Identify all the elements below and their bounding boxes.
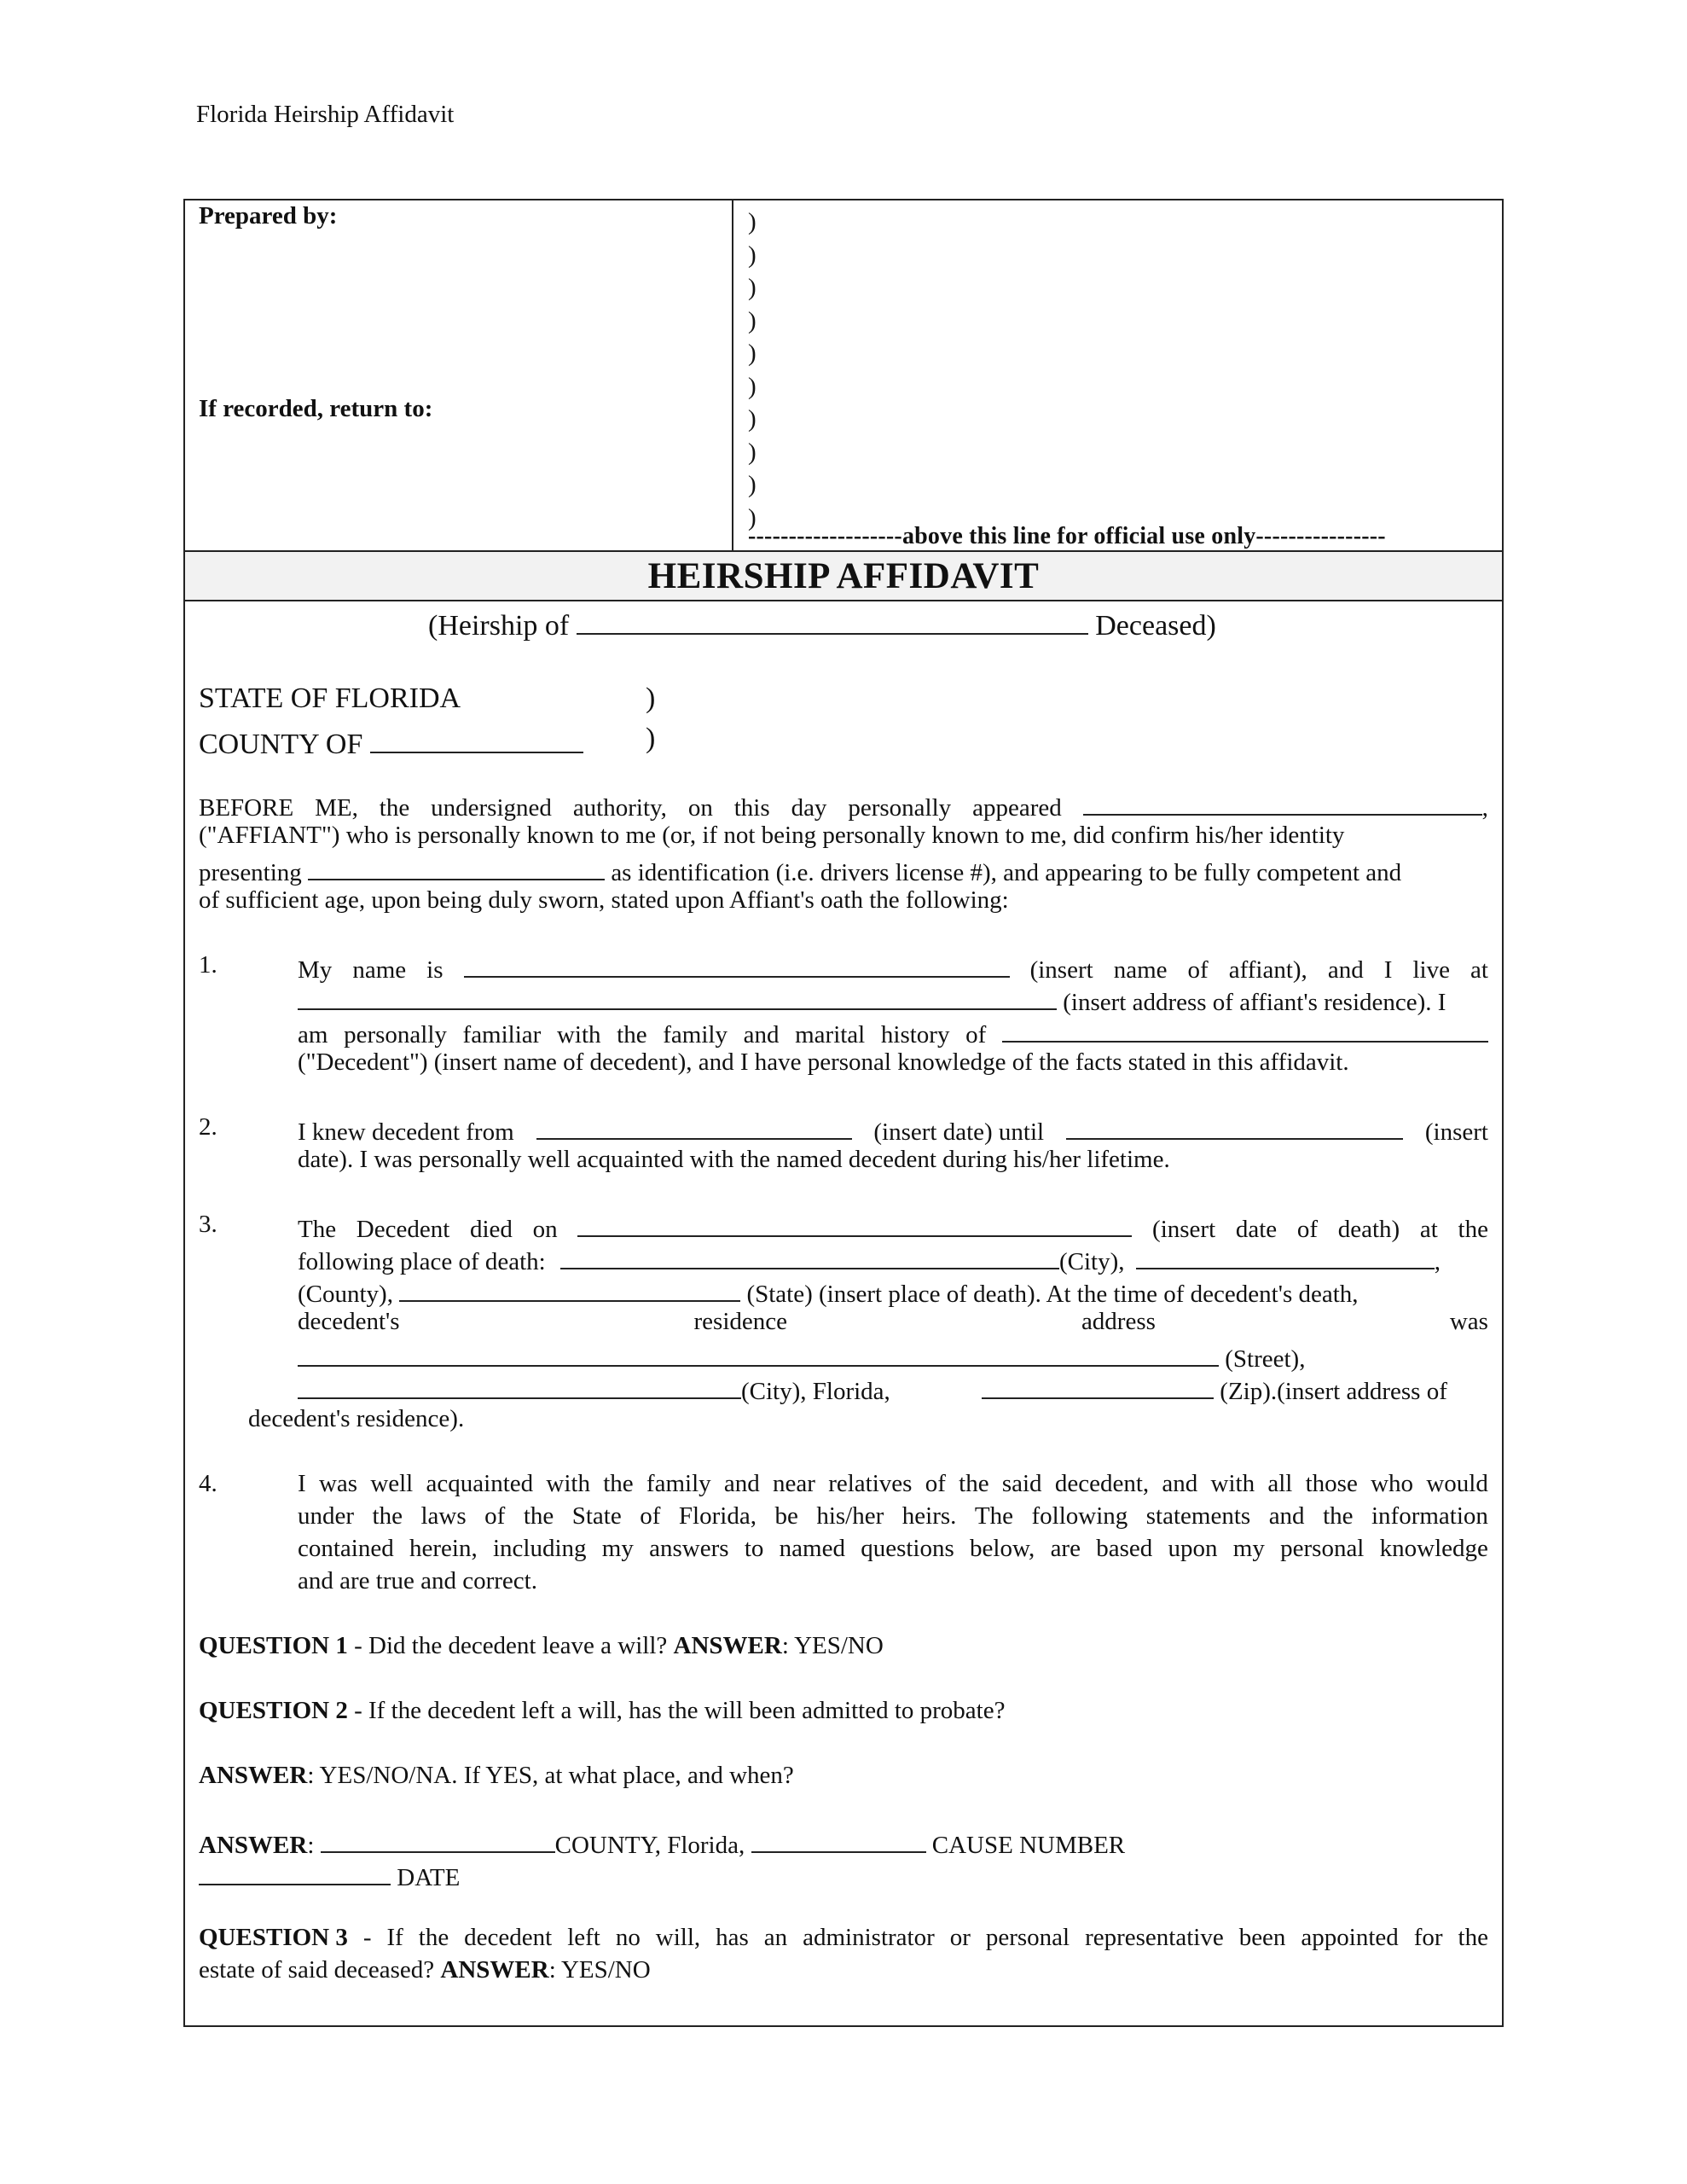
paren-mark: ) [748,405,757,433]
item-4-line-4: and are true and correct. [298,1567,537,1594]
prepared-by-label: Prepared by: [199,202,338,229]
residence-city-blank[interactable] [298,1373,741,1399]
document-title: HEIRSHIP AFFIDAVIT [647,556,1040,596]
question-3-line-2: estate of said deceased? ANSWER: YES/NO [199,1956,651,1984]
item-1-number: 1. [199,951,217,979]
item-2-line-2: date). I was personally well acquainted with the named decedent during his/her lifetime. [298,1146,1170,1173]
item-3-number: 3. [199,1211,217,1238]
item-3-line-4: decedent's residence address was [298,1308,1488,1335]
item-2-line-1: I knew decedent from (insert date) until (insert [298,1113,1488,1147]
item-1-line-4: ("Decedent") (insert name of decedent), and I have personal knowledge of the facts stated in this affidavit. [298,1048,1349,1076]
affiant-name-blank[interactable] [1083,789,1482,816]
known-from-date-blank[interactable] [536,1113,852,1140]
known-until-date-blank[interactable] [1066,1113,1403,1140]
intro-line-3: presenting as identification (i.e. drivers license #), and appearing to be fully competent and [199,854,1401,887]
item-3-line-6: (City), Florida, (Zip).(insert address of [298,1373,1447,1406]
question-2: QUESTION 2 - If the decedent left a will, has the will been admitted to probate? [199,1697,1006,1724]
date-of-death-blank[interactable] [577,1211,1132,1237]
county-blank[interactable] [370,723,583,753]
cause-number-blank[interactable] [751,1827,926,1853]
heirship-of-line: (Heirship of Deceased) [428,604,1216,642]
item-1-line-1: My name is (insert name of affiant), and I live at [298,951,1488,985]
identification-blank[interactable] [308,854,605,880]
intro-line-1: BEFORE ME, the undersigned authority, on this day personally appeared , [199,789,1488,822]
item-1-line-2: (insert address of affiant's residence). I [298,984,1446,1017]
recording-box [185,200,1502,552]
paren-mark: ) [748,438,757,466]
question-2-answer-date: DATE [199,1859,460,1892]
affidavit-form [183,199,1504,2027]
return-to-label: If recorded, return to: [199,395,433,422]
paren-mark: ) [748,306,757,334]
state-line: STATE OF FLORIDA [199,682,461,714]
county-paren: ) [646,723,656,754]
paren-column [748,206,757,534]
item-4-number: 4. [199,1470,217,1497]
paren-mark: ) [748,241,757,269]
item-3-line-3: (County), (State) (insert place of death). At the time of decedent's death, [298,1275,1359,1309]
paren-mark: ) [748,340,757,367]
item-2-number: 2. [199,1113,217,1141]
probate-county-blank[interactable] [321,1827,555,1853]
question-3-line-1: QUESTION 3 - If the decedent left no will, has an administrator or personal representative been appointed for the [199,1924,1488,1951]
official-use-line: -------------------above this line for official use only---------------- [748,523,1386,549]
paren-mark: ) [748,208,757,235]
decedent-name-blank-2[interactable] [1002,1016,1488,1043]
page-header: Florida Heirship Affidavit [196,101,455,128]
item-4-line-2: under the laws of the State of Florida, be his/her heirs. The following statements and the information [298,1502,1488,1530]
item-4-line-1: I was well acquainted with the family and near relatives of the said decedent, and with all those who would [298,1470,1488,1497]
item-3-line-2: following place of death: (City), , [298,1243,1441,1276]
item-3-line-5: (Street), [298,1340,1305,1374]
affiant-address-blank[interactable] [298,984,1057,1010]
residence-street-blank[interactable] [298,1340,1219,1367]
paren-mark: ) [748,503,757,531]
intro-line-4: of sufficient age, upon being duly sworn, stated upon Affiant's oath the following: [199,886,1009,914]
death-state-blank[interactable] [399,1275,740,1302]
paren-mark: ) [748,471,757,498]
prepared-by-cell [185,200,733,550]
county-line: COUNTY OF [199,723,583,761]
question-2-answer-1: ANSWER: YES/NO/NA. If YES, at what place, and when? [199,1762,794,1789]
item-4-line-3: contained herein, including my answers to named questions below, are based upon my personal knowledge [298,1535,1488,1562]
death-county-blank[interactable] [1136,1243,1435,1269]
paren-mark: ) [748,274,757,301]
intro-line-2: ("AFFIANT") who is personally known to me (or, if not being personally known to me, did confirm his/her identity [199,822,1345,849]
state-paren: ) [646,682,656,714]
question-1: QUESTION 1 - Did the decedent leave a will? ANSWER: YES/NO [199,1632,884,1659]
decedent-name-blank[interactable] [577,604,1088,635]
item-1-line-3: am personally familiar with the family and marital history of [298,1016,1488,1049]
title-band [185,552,1502,601]
affiant-name-blank-2[interactable] [464,951,1010,978]
death-city-blank[interactable] [560,1243,1059,1269]
item-3-line-7: decedent's residence). [248,1405,465,1432]
item-3-line-1: The Decedent died on (insert date of death) at the [298,1211,1488,1244]
question-2-answer-2: ANSWER: COUNTY, Florida, CAUSE NUMBER [199,1827,1125,1860]
probate-date-blank[interactable] [199,1859,391,1885]
residence-zip-blank[interactable] [982,1373,1214,1399]
paren-mark: ) [748,372,757,400]
